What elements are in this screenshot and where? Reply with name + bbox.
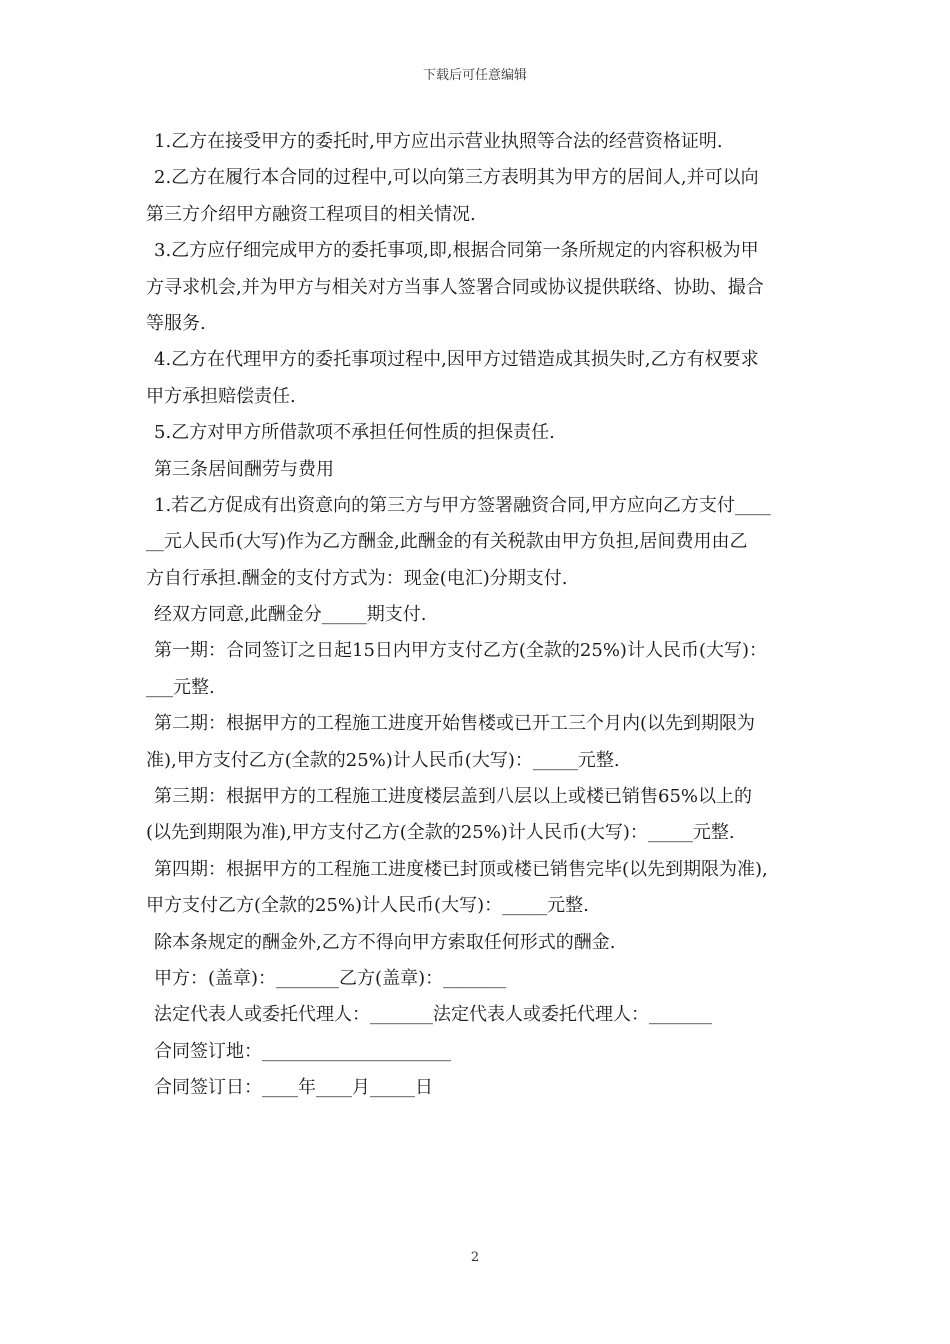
document-line: 1.乙方在接受甲方的委托时,甲方应出示营业执照等合法的经营资格证明. xyxy=(154,131,723,152)
document-line: 第一期：合同签订之日起15日内甲方支付乙方(全款的25%)计人民币(大写)： xyxy=(154,640,767,662)
document-line: (以先到期限为准),甲方支付乙方(全款的25%)计人民币(大写)：_____元整. xyxy=(146,822,735,844)
document-line: 第三条居间酬劳与费用 xyxy=(154,458,334,480)
document-line: 等服务. xyxy=(146,312,206,334)
document-line: 甲方支付乙方(全款的25%)计人民币(大写)：_____元整. xyxy=(146,895,589,917)
document-line: 第三方介绍甲方融资工程项目的相关情况. xyxy=(146,203,476,225)
document-line: 3.乙方应仔细完成甲方的委托事项,即,根据合同第一条所规定的内容积极为甲 xyxy=(154,240,759,262)
document-line: 2.乙方在履行本合同的过程中,可以向第三方表明其为甲方的居间人,并可以向 xyxy=(154,167,759,189)
document-line: 合同签订地：_____________________ xyxy=(154,1040,451,1062)
document-line: 除本条规定的酬金外,乙方不得向甲方索取任何形式的酬金. xyxy=(154,931,616,953)
document-line: 法定代表人或委托代理人：_______法定代表人或委托代理人：_______ xyxy=(154,1004,712,1026)
document-line: 1.若乙方促成有出资意向的第三方与甲方签署融资合同,甲方应向乙方支付____ xyxy=(154,494,771,516)
document-line: 甲方承担赔偿责任. xyxy=(146,385,296,407)
document-line: 甲方：(盖章)：_______乙方(盖章)：_______ xyxy=(154,967,507,989)
document-body xyxy=(146,124,822,1107)
document-line: 第二期：根据甲方的工程施工进度开始售楼或已开工三个月内(以先到期限为 xyxy=(154,713,756,735)
document-line: 准),甲方支付乙方(全款的25%)计人民币(大写)：_____元整. xyxy=(146,749,620,771)
document-line: 方自行承担.酬金的支付方式为：现金(电汇)分期支付. xyxy=(146,567,568,589)
page-header: 下载后可任意编辑 xyxy=(422,68,527,83)
document-line: 方寻求机会,并为甲方与相关对方当事人签署合同或协议提供联络、协助、撮合 xyxy=(146,276,764,298)
document-line: 合同签订日：____年____月_____日 xyxy=(154,1077,433,1099)
document-line: 第三期：根据甲方的工程施工进度楼层盖到八层以上或楼已销售65%以上的 xyxy=(154,786,753,808)
page-number: 2 xyxy=(470,1250,480,1265)
document-line: ___元整. xyxy=(146,676,215,698)
document-line: 第四期：根据甲方的工程施工进度楼已封顶或楼已销售完毕(以先到期限为准), xyxy=(154,858,768,880)
document-line: __元人民币(大写)作为乙方酬金,此酬金的有关税款由甲方负担,居间费用由乙 xyxy=(146,531,748,553)
document-line: 4.乙方在代理甲方的委托事项过程中,因甲方过错造成其损失时,乙方有权要求 xyxy=(154,349,759,371)
document-line: 经双方同意,此酬金分_____期支付. xyxy=(154,604,427,626)
document-line: 5.乙方对甲方所借款项不承担任何性质的担保责任. xyxy=(154,422,555,444)
